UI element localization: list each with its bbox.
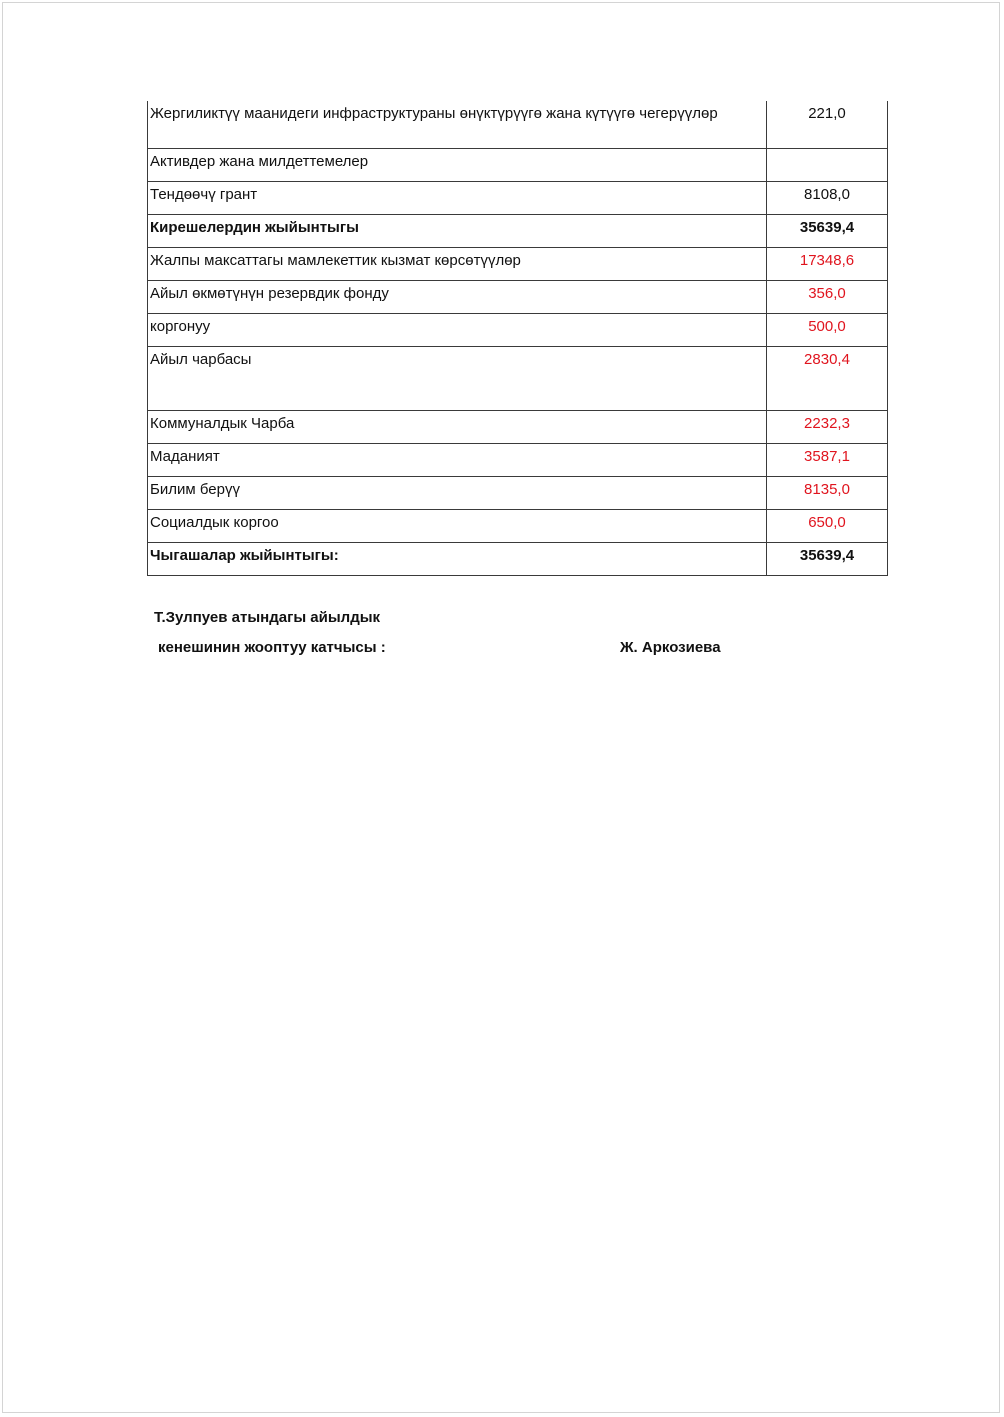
row-value: 17348,6 xyxy=(767,247,888,280)
row-value: 2830,4 xyxy=(767,346,888,410)
table-row xyxy=(148,101,888,148)
row-value: 8135,0 xyxy=(767,476,888,509)
row-label: Билим берүү xyxy=(148,476,767,509)
table-row xyxy=(148,443,888,476)
table-row xyxy=(148,476,888,509)
row-label: Жергиликтүү маанидеги инфраструктураны өнүктүрүүгө жана күтүүгө чегерүүлөр xyxy=(148,101,767,148)
table-row xyxy=(148,509,888,542)
row-label: Маданият xyxy=(148,443,767,476)
row-value: 35639,4 xyxy=(767,542,888,575)
row-label: Тендөөчү грант xyxy=(148,181,767,214)
signature-line-2: кенешинин жооптуу катчысы : xyxy=(158,639,386,656)
row-value: 3587,1 xyxy=(767,443,888,476)
row-value xyxy=(767,148,888,181)
row-label: Кирешелердин жыйынтыгы xyxy=(148,214,767,247)
row-label: Коммуналдык Чарба xyxy=(148,410,767,443)
signature-line-1: Т.Зулпуев атындагы айылдык xyxy=(154,609,381,626)
row-label: коргонуу xyxy=(148,313,767,346)
row-label: Социалдык коргоо xyxy=(148,509,767,542)
table-row xyxy=(148,247,888,280)
table-row xyxy=(148,181,888,214)
signatory-name: Ж. Аркозиева xyxy=(620,639,721,656)
table-row xyxy=(148,148,888,181)
row-value: 650,0 xyxy=(767,509,888,542)
table-row xyxy=(148,410,888,443)
table-row xyxy=(148,313,888,346)
budget-table xyxy=(147,101,888,576)
row-value: 356,0 xyxy=(767,280,888,313)
table-row-total xyxy=(148,542,888,575)
row-label: Жалпы максаттагы мамлекеттик кызмат көрсөтүүлөр xyxy=(148,247,767,280)
row-value: 2232,3 xyxy=(767,410,888,443)
row-value: 500,0 xyxy=(767,313,888,346)
table-row-total xyxy=(148,214,888,247)
row-value: 35639,4 xyxy=(767,214,888,247)
table-row xyxy=(148,346,888,410)
row-label: Чыгашалар жыйынтыгы: xyxy=(148,542,767,575)
document-page xyxy=(2,2,1000,1413)
row-value: 221,0 xyxy=(767,101,888,148)
table-row xyxy=(148,280,888,313)
row-value: 8108,0 xyxy=(767,181,888,214)
row-label: Активдер жана милдеттемелер xyxy=(148,148,767,181)
row-label: Айыл чарбасы xyxy=(148,346,767,410)
row-label: Айыл өкмөтүнүн резервдик фонду xyxy=(148,280,767,313)
